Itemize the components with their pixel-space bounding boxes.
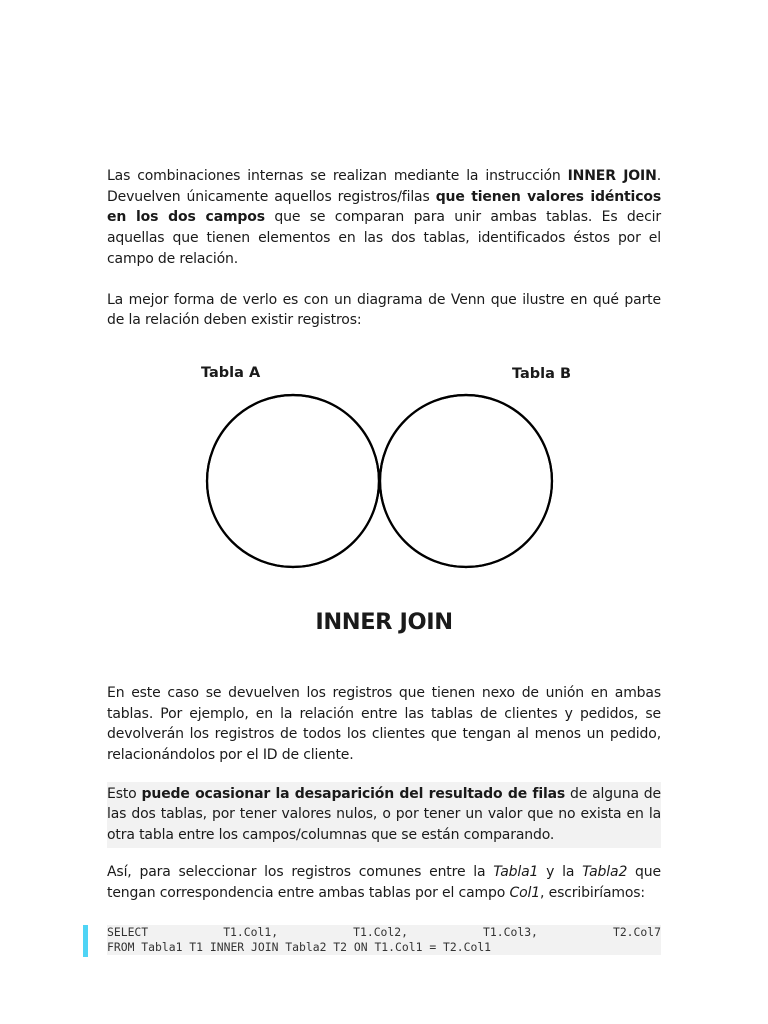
select-text-3: que tengan correspondencia entre ambas tablas por el campo xyxy=(107,863,661,901)
code-line-2: FROM Tabla1 T1 INNER JOIN Tabla2 T2 ON T1.Col1 = T2.Col1 xyxy=(107,940,492,955)
note-paragraph xyxy=(107,784,661,846)
note-text-1: Esto xyxy=(107,785,142,802)
table-a-label: Tabla A xyxy=(201,364,261,381)
intro-text-1: Las combinaciones internas se realizan mediante la instrucción xyxy=(107,168,568,184)
select-text-1: Así, para seleccionar los registros comunes entre la xyxy=(107,863,494,880)
code-block xyxy=(107,925,661,955)
intro-bold-inner-join: INNER JOIN xyxy=(567,168,657,184)
select-italic-tabla2: Tabla2 xyxy=(582,863,628,880)
explanation-paragraph: En este caso se devuelven los registros que tienen nexo de unión en ambas tablas. Por ejemplo, en la relación entre las tablas de clientes y pedidos, se devolverán los registros de todos los clientes que tengan al menos un pedido, relacionándolos por el ID de cliente. xyxy=(107,684,661,764)
intro-text-2: . Devuelven únicamente aquellos registros/filas xyxy=(107,168,661,205)
select-text-2: y la xyxy=(538,863,583,880)
table-b-label: Tabla B xyxy=(512,365,572,382)
intro-text-3: que se comparan para unir ambas tablas. Es decir aquellas que tienen elementos en las dos tablas, identificados éstos por el campo de relación. xyxy=(107,209,661,267)
select-italic-tabla1: Tabla1 xyxy=(493,863,539,880)
code-token: T1.Col3, xyxy=(483,925,538,940)
select-intro-paragraph xyxy=(107,862,661,903)
code-accent-bar xyxy=(83,925,88,957)
select-text-4: , escribiríamos: xyxy=(540,884,645,901)
document-page xyxy=(107,166,661,955)
note-text-2: de alguna de las dos tablas, por tener valores nulos, o por tener un valor que no exista en la otra tabla entre los campos/columnas que se están comparando. xyxy=(107,785,661,844)
code-token: SELECT xyxy=(107,925,149,940)
note-block xyxy=(107,782,661,848)
select-italic-col1: Col1 xyxy=(509,884,541,901)
code-token: T2.Col7 xyxy=(612,925,661,940)
intro-paragraph xyxy=(107,166,661,270)
venn-intro-paragraph: La mejor forma de verlo es con un diagrama de Venn que ilustre en qué parte de la relación deben existir registros: xyxy=(107,291,661,329)
note-bold: puede ocasionar la desaparición del resultado de filas xyxy=(141,785,566,802)
code-token: T1.Col1, xyxy=(223,925,279,940)
intro-bold-identical-values: que tienen valores idénticos en los dos campos xyxy=(107,188,661,226)
venn-diagram xyxy=(107,355,661,663)
code-token: T1.Col2, xyxy=(353,925,408,940)
venn-title: INNER JOIN xyxy=(315,608,453,635)
code-line-1 xyxy=(107,925,661,940)
